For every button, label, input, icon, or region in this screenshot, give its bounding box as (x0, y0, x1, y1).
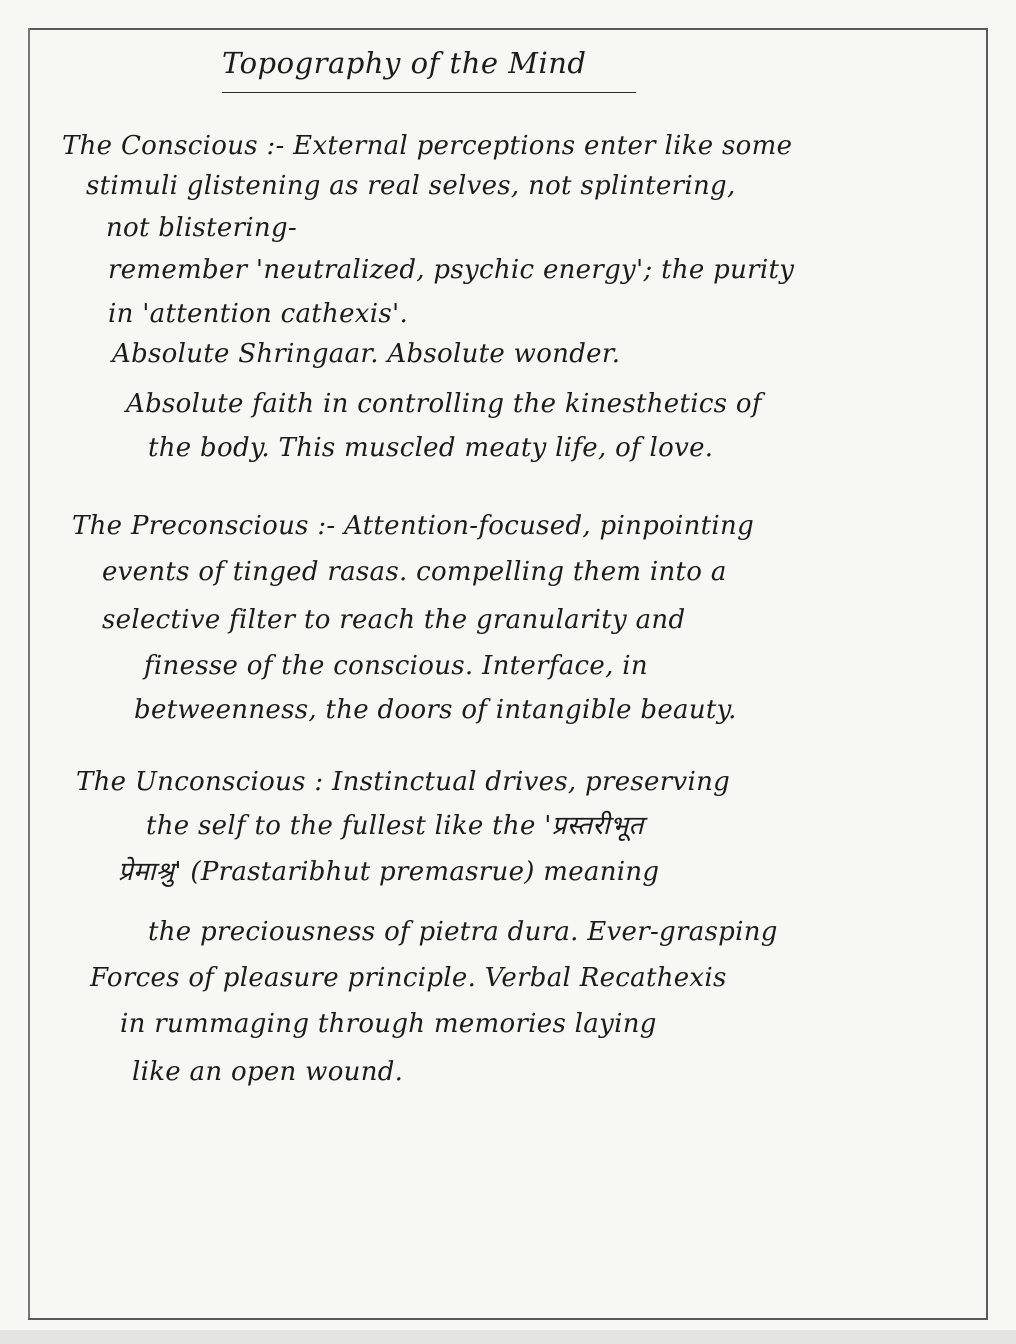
page-border-top (28, 28, 988, 30)
unconscious-line-1: The Unconscious : Instinctual drives, preserving (76, 767, 731, 797)
unconscious-line-2: the self to the fullest like the 'प्रस्तरीभूत (146, 811, 644, 841)
conscious-line-4: remember 'neutralized, psychic energy'; the purity (108, 255, 795, 285)
preconscious-line-1: The Preconscious :- Attention-focused, pinpointing (72, 511, 755, 541)
unconscious-line-5: Forces of pleasure principle. Verbal Recathexis (90, 963, 727, 993)
conscious-line-5: in 'attention cathexis'. (108, 299, 409, 329)
conscious-line-6: Absolute Shringaar. Absolute wonder. (112, 339, 621, 369)
preconscious-line-4: finesse of the conscious. Interface, in (144, 651, 648, 681)
conscious-line-2: stimuli glistening as real selves, not splintering, (86, 171, 736, 201)
preconscious-line-2: events of tinged rasas. compelling them into a (102, 557, 727, 587)
page-border-right (986, 28, 988, 1318)
unconscious-line-4: the preciousness of pietra dura. Ever-grasping (148, 917, 778, 947)
scan-bottom-edge (0, 1330, 1016, 1344)
conscious-line-7: Absolute faith in controlling the kinesthetics of (126, 389, 762, 419)
unconscious-line-7: like an open wound. (132, 1057, 404, 1087)
conscious-line-1: The Conscious :- External perceptions enter like some (62, 131, 793, 161)
unconscious-line-3: प्रेमाश्रु' (Prastaribhut premasrue) meaning (118, 857, 660, 887)
page-border-bottom (28, 1318, 988, 1320)
unconscious-line-6: in rummaging through memories laying (120, 1009, 657, 1039)
preconscious-line-5: betweenness, the doors of intangible beauty. (134, 695, 737, 725)
conscious-line-8: the body. This muscled meaty life, of love. (148, 433, 714, 463)
page-title: Topography of the Mind (222, 46, 587, 80)
preconscious-line-3: selective filter to reach the granularity and (102, 605, 686, 635)
page-border-left (28, 28, 30, 1318)
conscious-line-3: not blistering- (106, 213, 297, 243)
title-underline (222, 92, 636, 93)
